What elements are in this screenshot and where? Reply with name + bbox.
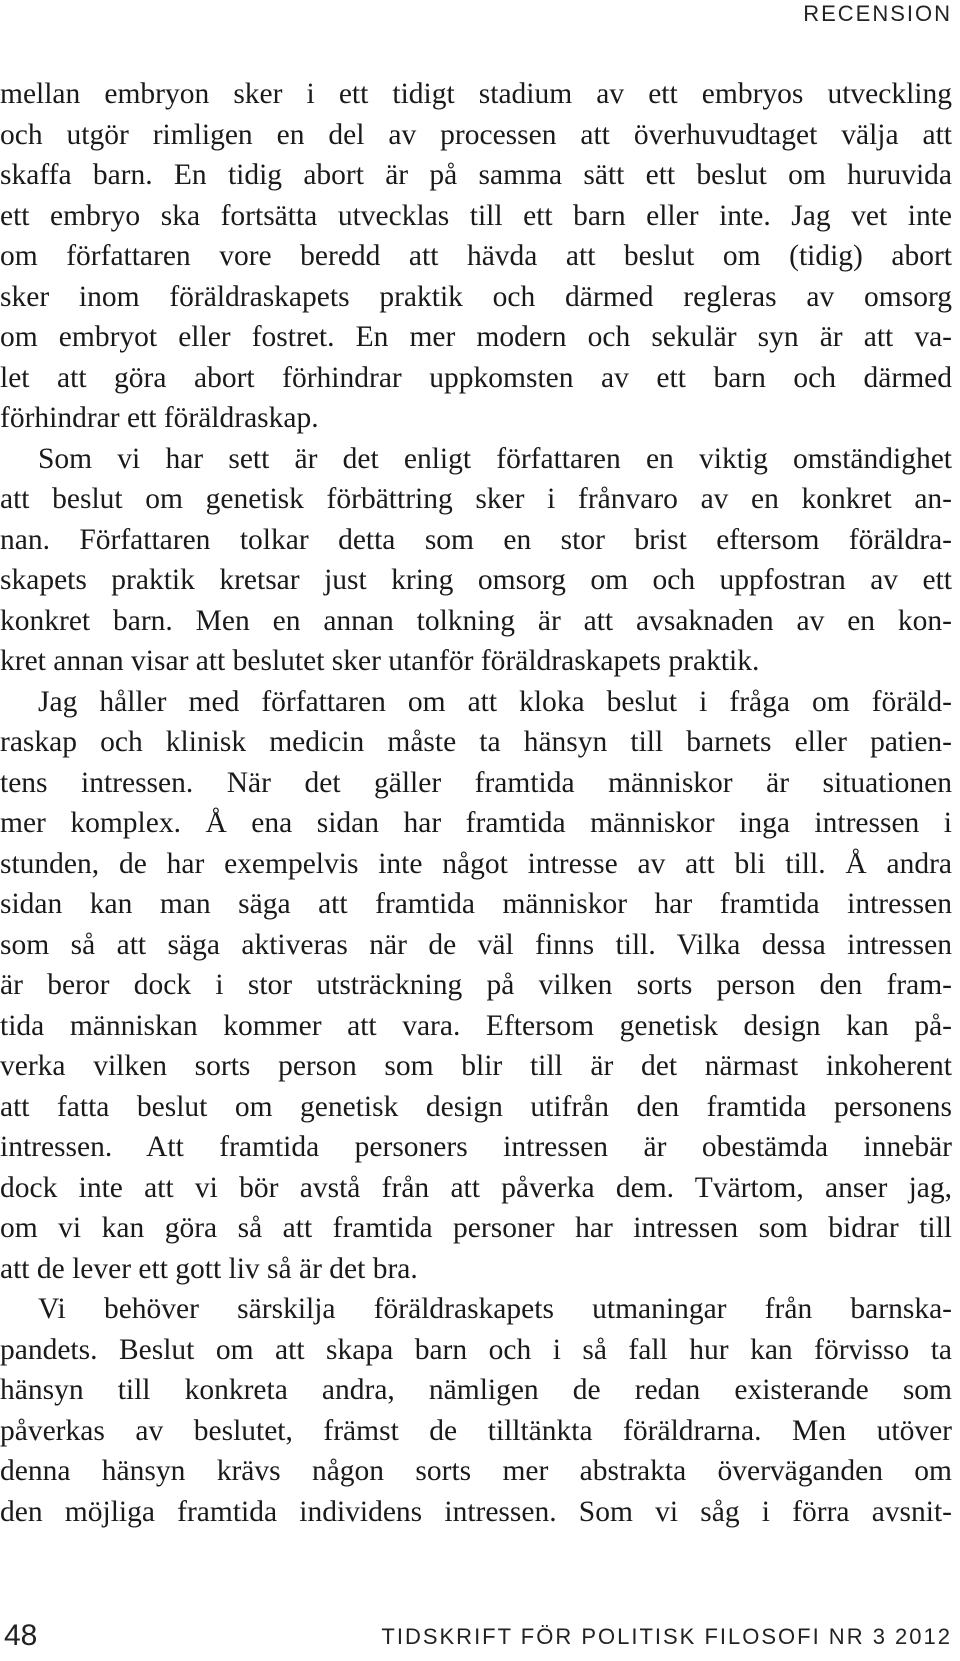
text-line: påverkas av beslutet, främst de tilltänkta föräldrarna. Men utöver (0, 1414, 952, 1447)
text-line: förhindrar ett föräldraskap. (0, 402, 319, 434)
text-line: sker inom föräldraskapets praktik och därmed regleras av omsorg (0, 280, 952, 313)
text-line: Som vi har sett är det enligt författaren en viktig omständighet (38, 442, 952, 475)
text-line: om författaren vore beredd att hävda att beslut om (tidig) abort (0, 240, 952, 272)
text-line: att fatta beslut om genetisk design utifrån den framtida personens (0, 1090, 952, 1123)
text-line: raskap och klinisk medicin måste ta hänsyn till barnets eller patien- (0, 726, 952, 758)
text-line: tens intressen. När det gäller framtida människor är situationen (0, 766, 952, 799)
text-line: denna hänsyn krävs någon sorts mer abstrakta överväganden om (0, 1455, 952, 1487)
text-line: stunden, de har exempelvis inte något intresse av att bli till. Å andra (0, 847, 952, 880)
text-line: kret annan visar att beslutet sker utanför föräldraskapets praktik. (0, 645, 760, 677)
text-line: let att göra abort förhindrar uppkomsten av ett barn och därmed (0, 361, 952, 394)
page-number: 48 (4, 1619, 38, 1652)
text-line: som så att säga aktiveras när de väl finns till. Vilka dessa intressen (0, 928, 952, 961)
text-line: mellan embryon sker i ett tidigt stadium av ett embryos utveckling (0, 78, 952, 110)
text-line: sidan kan man säga att framtida människor har framtida intressen (0, 888, 952, 920)
text-line: intressen. Att framtida personers intressen är obestämda innebär (0, 1131, 952, 1163)
text-line: nan. Författaren tolkar detta som en stor brist eftersom föräldra- (0, 523, 952, 556)
text-line: ett embryo ska fortsätta utvecklas till ett barn eller inte. Jag vet inte (0, 199, 952, 232)
text-line: konkret barn. Men en annan tolkning är att avsaknaden av en kon- (0, 604, 952, 637)
running-head: RECENSION (803, 1, 952, 26)
journal-name: TIDSKRIFT FÖR POLITISK FILOSOFI NR 3 2012 (381, 1624, 952, 1649)
text-line: mer komplex. Å ena sidan har framtida människor inga intressen i (0, 807, 952, 839)
text-line: verka vilken sorts person som blir till är det närmast inkoherent (0, 1050, 952, 1082)
text-line: om embryot eller fostret. En mer modern och sekulär syn är att va- (0, 321, 952, 353)
text-line: och utgör rimligen en del av processen att överhuvudtaget välja att (0, 118, 952, 151)
text-line: är beror dock i stor utsträckning på vilken sorts person den fram- (0, 969, 952, 1001)
text-line: att de lever ett gott liv så är det bra. (0, 1252, 418, 1285)
text-line: Vi behöver särskilja föräldraskapets utmaningar från barnska- (38, 1293, 952, 1325)
text-line: hänsyn till konkreta andra, nämligen de redan existerande som (0, 1374, 952, 1406)
text-line: tida människan kommer att vara. Eftersom genetisk design kan på- (0, 1009, 952, 1042)
text-line: pandets. Beslut om att skapa barn och i så fall hur kan förvisso ta (0, 1333, 952, 1366)
text-line: skapets praktik kretsar just kring omsorg om och uppfostran av ett (0, 564, 952, 596)
text-line: om vi kan göra så att framtida personer har intressen som bidrar till (0, 1212, 952, 1244)
page-footer (0, 1618, 952, 1658)
text-line: att beslut om genetisk förbättring sker i frånvaro av en konkret an- (0, 483, 952, 515)
text-line: dock inte att vi bör avstå från att påverka dem. Tvärtom, anser jag, (0, 1171, 952, 1204)
text-line: den möjliga framtida individens intressen. Som vi såg i förra avsnit- (0, 1495, 952, 1528)
text-line: Jag håller med författaren om att kloka beslut i fråga om föräld- (38, 685, 952, 718)
body-text (0, 74, 952, 1532)
text-line: skaffa barn. En tidig abort är på samma sätt ett beslut om huruvida (0, 159, 952, 191)
